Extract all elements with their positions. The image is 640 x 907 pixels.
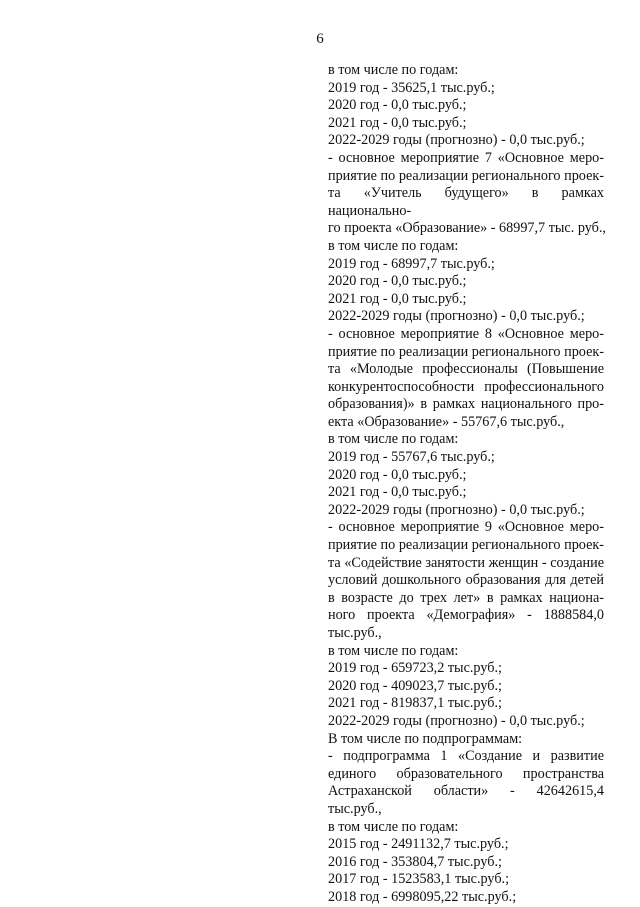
text-line: приятие по реализации регионального проек- [328, 343, 604, 360]
text-line: 2019 год - 659723,2 тыс.руб.; [328, 660, 502, 677]
text-line: 2021 год - 819837,1 тыс.руб.; [328, 695, 502, 712]
text-line: конкурентоспособности профессионального [328, 378, 604, 395]
text-line: ного проекта «Демография» - 1888584,0 [328, 607, 604, 624]
text-line: 2022-2029 годы (прогнозно) - 0,0 тыс.руб.; [328, 132, 585, 149]
text-line: приятие по реализации регионального проек- [328, 537, 604, 554]
text-line: 2021 год - 0,0 тыс.руб.; [328, 290, 467, 307]
text-line: 2022-2029 годы (прогнозно) - 0,0 тыс.руб.; [328, 712, 585, 729]
document-text-column [328, 62, 604, 907]
text-line: 2016 год - 353804,7 тыс.руб.; [328, 853, 502, 870]
text-line: 2019 год - 35625,1 тыс.руб.; [328, 79, 495, 96]
text-line: та «Молодые профессионалы (Повышение [328, 361, 604, 378]
text-line: в том числе по годам: [328, 237, 459, 254]
text-line: тыс.руб., [328, 800, 382, 817]
text-line: та «Учитель будущего» в рамках национально- [328, 185, 604, 219]
text-line: 2021 год - 0,0 тыс.руб.; [328, 114, 467, 131]
text-line: го проекта «Образование» - 68997,7 тыс. руб., [328, 220, 606, 237]
text-line: та «Содействие занятости женщин - создание [328, 554, 604, 571]
text-line: - основное мероприятие 8 «Основное меро- [328, 325, 604, 342]
text-line: - основное мероприятие 7 «Основное меро- [328, 149, 604, 166]
text-line: Астраханской области» - 42642615,4 [328, 783, 604, 800]
text-line: 2022-2029 годы (прогнозно) - 0,0 тыс.руб.; [328, 501, 585, 518]
text-line: образования)» в рамках национального про- [328, 396, 604, 413]
text-line: 2019 год - 68997,7 тыс.руб.; [328, 255, 495, 272]
text-line: 2021 год - 0,0 тыс.руб.; [328, 484, 467, 501]
text-line: 2020 год - 409023,7 тыс.руб.; [328, 677, 502, 694]
text-line: приятие по реализации регионального проек- [328, 167, 604, 184]
text-line: в том числе по годам: [328, 431, 459, 448]
text-line: в том числе по годам: [328, 62, 459, 78]
text-line: единого образовательного пространства [328, 765, 604, 782]
text-line: 2015 год - 2491132,7 тыс.руб.; [328, 836, 509, 853]
text-line: - основное мероприятие 9 «Основное меро- [328, 519, 604, 536]
text-line: - подпрограмма 1 «Создание и развитие [328, 748, 604, 765]
text-line: 2020 год - 0,0 тыс.руб.; [328, 97, 467, 114]
text-line: в том числе по годам: [328, 642, 459, 659]
text-line: 2017 год - 1523583,1 тыс.руб.; [328, 871, 510, 888]
text-line: екта «Образование» - 55767,6 тыс.руб., [328, 413, 565, 430]
text-line: тыс.руб., [328, 625, 382, 641]
text-line: 2020 год - 0,0 тыс.руб.; [328, 466, 467, 483]
text-line: 2020 год - 0,0 тыс.руб.; [328, 273, 467, 290]
text-line: 2018 год - 6998095,22 тыс.руб.; [328, 888, 517, 905]
text-line: условий дошкольного образования для детей [328, 572, 604, 589]
page-number: 6 [316, 31, 324, 47]
text-line: В том числе по подпрограммам: [328, 730, 523, 747]
text-line: в возрасте до трех лет» в рамках национа- [328, 589, 604, 606]
text-line: 2019 год - 55767,6 тыс.руб.; [328, 449, 495, 466]
text-line: в том числе по годам: [328, 818, 459, 835]
text-line: 2022-2029 годы (прогнозно) - 0,0 тыс.руб.; [328, 308, 585, 325]
